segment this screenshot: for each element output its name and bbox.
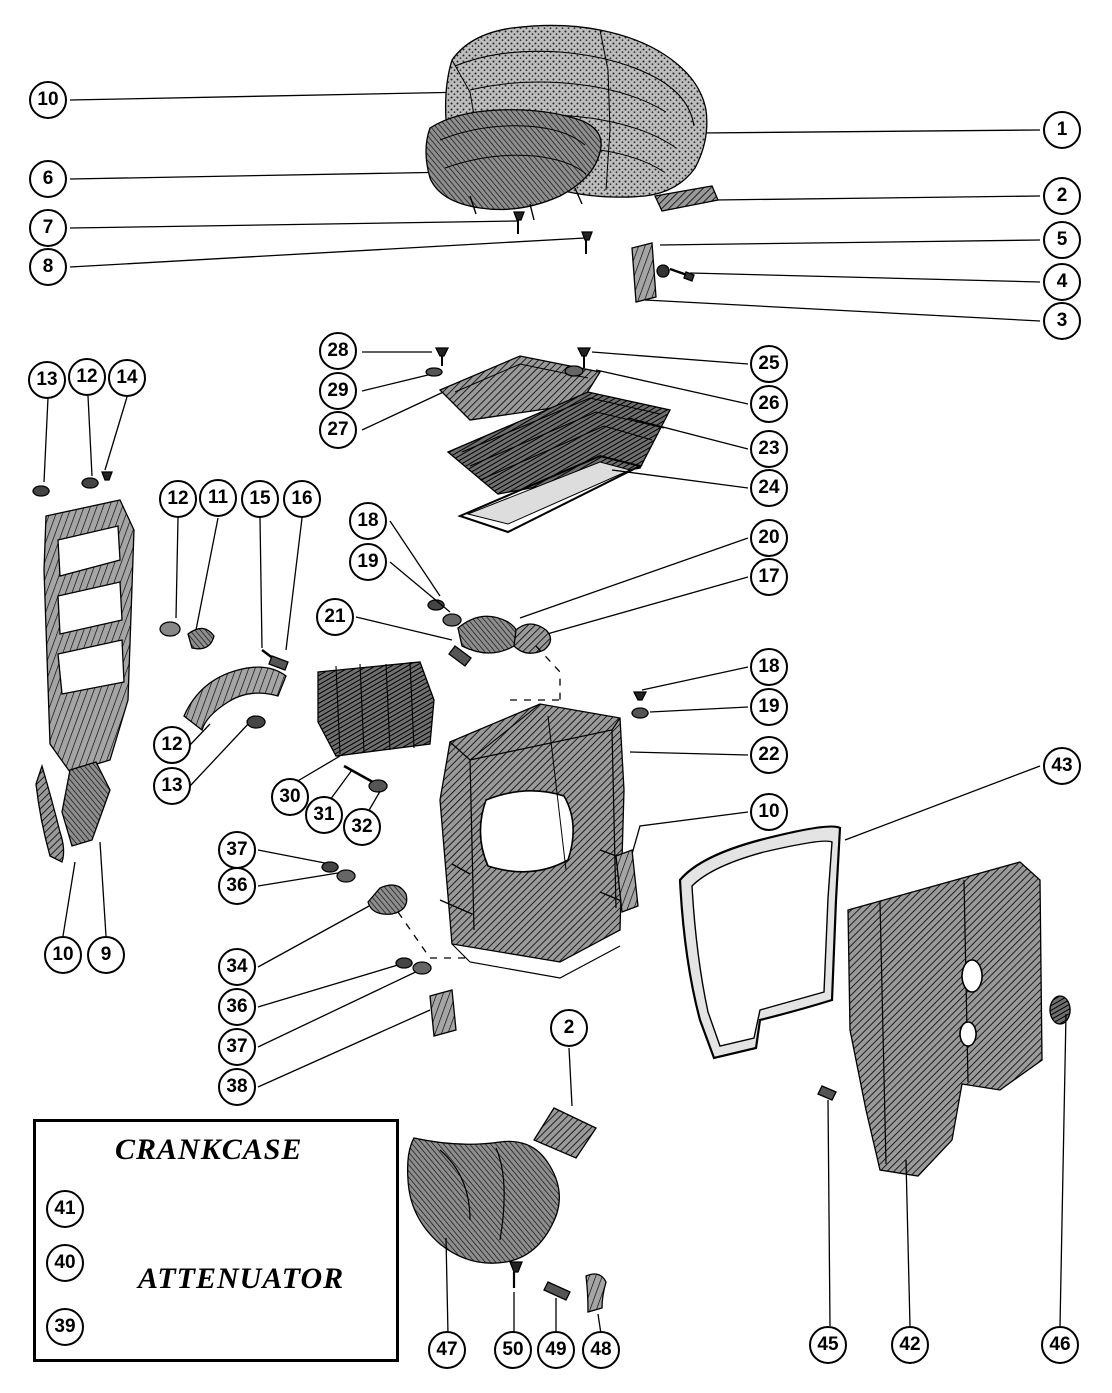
callout-49[interactable]: 49 — [537, 1331, 575, 1369]
callout-2[interactable]: 2 — [550, 1009, 588, 1047]
callout-36[interactable]: 36 — [218, 867, 256, 905]
callout-19[interactable]: 19 — [349, 543, 387, 581]
callout-40[interactable]: 40 — [46, 1244, 84, 1282]
callout-22[interactable]: 22 — [750, 736, 788, 774]
callout-32[interactable]: 32 — [343, 808, 381, 846]
callout-10[interactable]: 10 — [750, 793, 788, 831]
callout-10[interactable]: 10 — [29, 81, 67, 119]
callout-6[interactable]: 6 — [29, 160, 67, 198]
callout-13[interactable]: 13 — [28, 361, 66, 399]
callout-2[interactable]: 2 — [1043, 177, 1081, 215]
callout-42[interactable]: 42 — [891, 1326, 929, 1364]
callout-12[interactable]: 12 — [68, 358, 106, 396]
callout-31[interactable]: 31 — [305, 796, 343, 834]
callout-37[interactable]: 37 — [218, 1028, 256, 1066]
callout-7[interactable]: 7 — [29, 209, 67, 247]
callout-12[interactable]: 12 — [153, 726, 191, 764]
callout-20[interactable]: 20 — [750, 519, 788, 557]
callout-19[interactable]: 19 — [750, 688, 788, 726]
callout-14[interactable]: 14 — [108, 359, 146, 397]
callout-24[interactable]: 24 — [750, 469, 788, 507]
callout-27[interactable]: 27 — [319, 411, 357, 449]
legend-title-attenuator: ATTENUATOR — [138, 1262, 345, 1295]
callout-30[interactable]: 30 — [271, 778, 309, 816]
callout-9[interactable]: 9 — [87, 936, 125, 974]
callout-10[interactable]: 10 — [44, 936, 82, 974]
callout-15[interactable]: 15 — [241, 480, 279, 518]
callout-18[interactable]: 18 — [349, 502, 387, 540]
callout-34[interactable]: 34 — [218, 948, 256, 986]
callout-5[interactable]: 5 — [1043, 221, 1081, 259]
callout-50[interactable]: 50 — [494, 1331, 532, 1369]
callout-11[interactable]: 11 — [199, 479, 237, 517]
callout-48[interactable]: 48 — [582, 1331, 620, 1369]
callout-4[interactable]: 4 — [1043, 263, 1081, 301]
callout-36[interactable]: 36 — [218, 988, 256, 1026]
callout-3[interactable]: 3 — [1043, 302, 1081, 340]
callout-25[interactable]: 25 — [750, 345, 788, 383]
callout-23[interactable]: 23 — [750, 430, 788, 468]
legend-title-crankcase: CRANKCASE — [115, 1133, 303, 1166]
callout-29[interactable]: 29 — [319, 372, 357, 410]
callout-39[interactable]: 39 — [46, 1308, 84, 1346]
callout-26[interactable]: 26 — [750, 385, 788, 423]
callout-18[interactable]: 18 — [750, 648, 788, 686]
callout-12[interactable]: 12 — [159, 480, 197, 518]
callout-45[interactable]: 45 — [809, 1326, 847, 1364]
callout-21[interactable]: 21 — [316, 598, 354, 636]
callout-1[interactable]: 1 — [1043, 111, 1081, 149]
callout-17[interactable]: 17 — [750, 558, 788, 596]
callout-43[interactable]: 43 — [1043, 747, 1081, 785]
callout-47[interactable]: 47 — [428, 1331, 466, 1369]
callout-38[interactable]: 38 — [218, 1068, 256, 1106]
callout-16[interactable]: 16 — [283, 480, 321, 518]
callout-13[interactable]: 13 — [153, 767, 191, 805]
callout-41[interactable]: 41 — [46, 1190, 84, 1228]
callout-46[interactable]: 46 — [1041, 1326, 1079, 1364]
callout-37[interactable]: 37 — [218, 831, 256, 869]
callout-28[interactable]: 28 — [319, 332, 357, 370]
callout-8[interactable]: 8 — [29, 248, 67, 286]
